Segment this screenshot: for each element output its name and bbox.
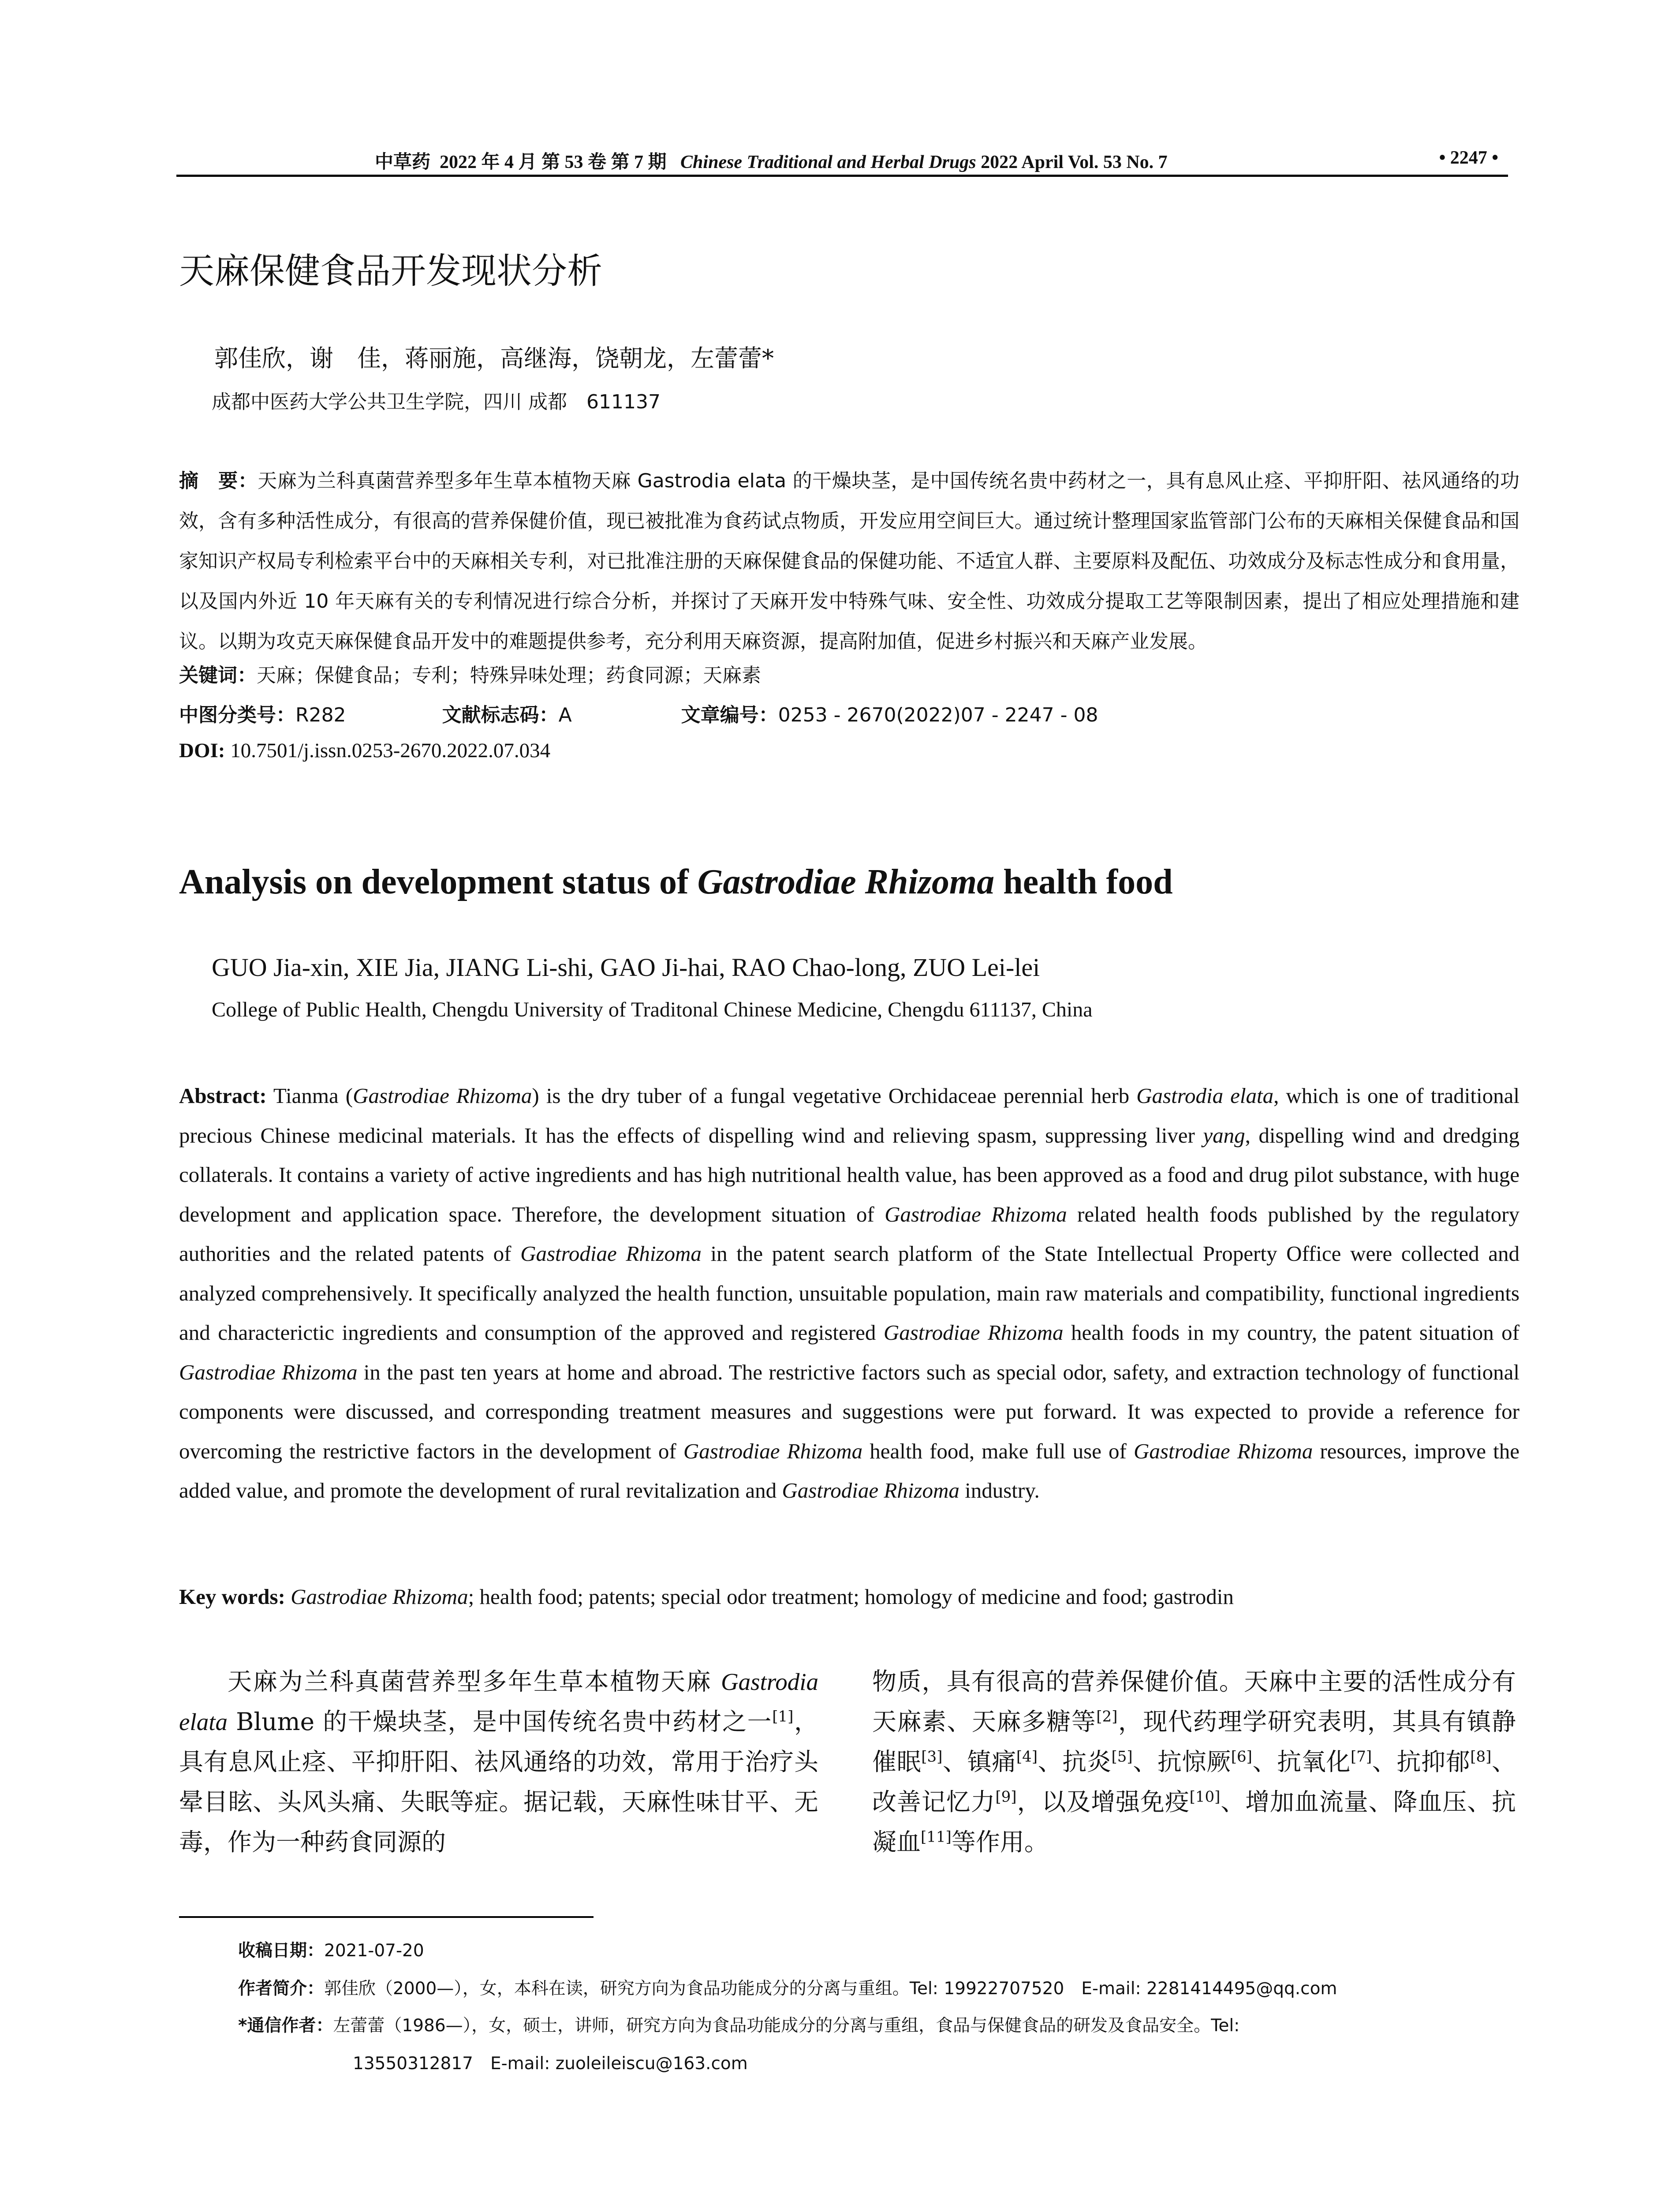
body-text: 、抗抑郁 <box>1372 1748 1471 1776</box>
article-no-label: 文章编号： <box>681 704 778 726</box>
abstract-cn-label: 摘 要： <box>179 470 258 492</box>
body-text: 、抗炎 <box>1038 1748 1112 1776</box>
body-text: ，现代药理学研究表明，其具有镇静催眠 <box>872 1708 1516 1776</box>
abstract-en-italic: Gastrodiae Rhizoma <box>179 1360 358 1384</box>
footnote-author <box>238 1975 1337 1999</box>
clc-label: 中图分类号： <box>179 704 295 726</box>
keywords-en <box>179 1584 1234 1609</box>
abstract-en-text: resources, improve the added value, and promote the development of rural revitalization and <box>179 1439 1519 1502</box>
footnote-divider <box>179 1916 594 1918</box>
abstract-en-label: Abstract: <box>179 1084 267 1108</box>
abstract-en-italic: Gastrodiae Rhizoma <box>883 1320 1064 1345</box>
species-name: Gastrodia elata <box>179 1668 818 1735</box>
authors-cn: 郭佳欣，谢 佳，蒋丽施，高继海，饶朝龙，左蕾蕾* <box>214 344 774 372</box>
abstract-en-italic: Gastrodiae Rhizoma <box>885 1202 1067 1226</box>
footnote-received <box>238 1937 424 1962</box>
abstract-en-italic: Gastrodiae Rhizoma <box>683 1439 863 1463</box>
doc-code-label: 文献标志码： <box>442 704 559 726</box>
classification-line <box>179 699 1098 727</box>
clc-value: R282 <box>295 704 346 726</box>
header-citation <box>375 147 1168 174</box>
affiliation-en: College of Public Health, Chengdu University of Traditonal Chinese Medicine, Chengdu 611137, China <box>212 998 1093 1021</box>
abstract-en-text: ) is the dry tuber of a fungal vegetative Orchidaceae perennial herb <box>532 1084 1137 1108</box>
title-en-part: Analysis on development status of <box>179 863 698 901</box>
abstract-en-text: industry. <box>959 1478 1040 1502</box>
abstract-en-text: Tianma ( <box>266 1084 353 1108</box>
article-no-value: 0253 - 2670(2022)07 - 2247 - 08 <box>778 704 1098 726</box>
keywords-cn-text: 天麻；保健食品；专利；特殊异味处理；药食同源；天麻素 <box>257 664 761 687</box>
body-text: Blume 的干燥块茎，是中国传统名贵中药材之一 <box>227 1708 773 1736</box>
body-text: 物质，具有很高的营养保健价值。天麻中主要的活性成分有天麻素、天麻多糖等 <box>872 1667 1516 1736</box>
body-column-right <box>872 1662 1516 1862</box>
footnote-corresponding <box>238 2012 1239 2037</box>
footnote-corresponding-contact: 13550312817 E-mail: zuoleileiscu@163.com <box>353 2054 748 2074</box>
abstract-en-italic: Gastrodiae Rhizoma <box>353 1084 532 1108</box>
citation-ref[interactable]: [9] <box>995 1788 1017 1806</box>
abstract-en-text: health food, make full use of <box>862 1439 1134 1463</box>
title-en-italic: Gastrodiae Rhizoma <box>697 863 995 901</box>
doi-line <box>179 739 550 762</box>
corresponding-label: *通信作者： <box>238 2016 333 2036</box>
article-title-en <box>179 862 1173 902</box>
body-text: 天麻为兰科真菌营养型多年生草本植物天麻 <box>228 1667 721 1696</box>
corresponding-bio: 左蕾蕾（1986—），女，硕士，讲师，研究方向为食品功能成分的分离与重组，食品与保健食品的研发及食品安全。Tel: <box>333 2016 1240 2036</box>
running-header <box>176 144 1508 177</box>
body-text: 、抗惊厥 <box>1132 1748 1231 1776</box>
body-column-left <box>179 1662 818 1862</box>
keywords-cn-label: 关键词： <box>179 664 257 687</box>
author-bio-label: 作者简介： <box>238 1979 325 1999</box>
abstract-en-text: related health foods published by the regulatory authorities and the related patents of <box>179 1202 1520 1266</box>
keywords-en-text: ; health food; patents; special odor treatment; homology of medicine and food; gastrodin <box>468 1585 1234 1609</box>
body-text: 、增加血流量、降血压、抗凝血 <box>872 1788 1516 1856</box>
citation-ref[interactable]: [5] <box>1111 1748 1133 1766</box>
citation-ref[interactable]: [4] <box>1016 1748 1038 1766</box>
citation-ref[interactable]: [1] <box>772 1708 794 1726</box>
citation-ref[interactable]: [11] <box>921 1828 952 1846</box>
issue-cn: 2022 年 4 月 第 53 卷 第 7 期 <box>440 152 667 172</box>
abstract-en-text: , which is one of traditional precious Chinese medicinal materials. It has the effects of dispelling wind and relieving spasm, suppressing liver <box>179 1084 1520 1147</box>
journal-name-en: Chinese Traditional and Herbal Drugs <box>680 152 976 172</box>
abstract-en-text: in the patent search platform of the State Intellectual Property Office were collected and analyzed comprehensively. It specifically analyzed the health function, unsuitable population, main raw materials and compatibility, functional ingredients and characterictic ingredients and consumption of the approved and registered <box>179 1241 1519 1345</box>
body-text: ，以及增强免疫 <box>1016 1788 1190 1816</box>
keywords-cn <box>179 659 761 688</box>
citation-ref[interactable]: [2] <box>1096 1708 1118 1726</box>
doc-code-value: A <box>558 704 572 726</box>
abstract-cn <box>179 461 1519 662</box>
page-number: • 2247 • <box>1439 148 1498 168</box>
body-text: 、抗氧化 <box>1252 1748 1351 1776</box>
body-text: ，具有息风止痉、平抑肝阳、祛风通络的功效，常用于治疗头晕目眩、头风头痛、失眠等症。据记载，天麻性味甘平、无毒，作为一种药食同源的 <box>179 1708 818 1856</box>
citation-ref[interactable]: [8] <box>1470 1748 1492 1766</box>
abstract-en-italic: Gastrodiae Rhizoma <box>782 1478 959 1502</box>
abstract-en-italic: Gastrodiae Rhizoma <box>1133 1439 1313 1463</box>
received-label: 收稿日期： <box>238 1941 325 1961</box>
abstract-en-text: , dispelling wind and dredging collaterals. It contains a variety of active ingredients and has high nutritional health value, has been approved as a food and drug pilot substance, with huge development and application space. Therefore, the development situation of <box>179 1123 1519 1226</box>
title-en-part: health food <box>994 863 1173 901</box>
keywords-en-italic: Gastrodiae Rhizoma <box>291 1585 468 1609</box>
journal-name-cn: 中草药 <box>375 152 431 172</box>
author-bio: 郭佳欣（2000—），女，本科在读，研究方向为食品功能成分的分离与重组。Tel: 19922707520 E-mail: 2281414495@qq.com <box>324 1979 1337 1999</box>
citation-ref[interactable]: [3] <box>921 1748 943 1766</box>
citation-ref[interactable]: [6] <box>1231 1748 1252 1766</box>
abstract-en-italic: Gastrodiae Rhizoma <box>520 1241 702 1266</box>
issue-en: 2022 April Vol. 53 No. 7 <box>981 152 1168 172</box>
abstract-en <box>179 1076 1519 1510</box>
affiliation-cn: 成都中医药大学公共卫生学院，四川 成都 611137 <box>212 391 661 413</box>
body-text: 等作用。 <box>951 1828 1049 1856</box>
doi-link[interactable]: 10.7501/j.issn.0253-2670.2022.07.034 <box>230 739 551 762</box>
abstract-cn-text: 天麻为兰科真菌营养型多年生草本植物天麻 Gastrodia elata 的干燥块茎，是中国传统名贵中药材之一，具有息风止痉、平抑肝阳、祛风通络的功效，含有多种活性成分，有很高的营养保健价值，现已被批准为食药试点物质，开发应用空间巨大。通过统计整理国家监管部门公布的天麻相关保健食品和国家知识产权局专利检索平台中的天麻相关专利，对已批准注册的天麻保健食品的保健功能、不适宜人群、主要原料及配伍、功效成分及标志性成分和食用量，以及国内外近 10 年天麻有关的专利情况进行综合分析，并探讨了天麻开发中特殊气味、安全性、功效成分提取工艺等限制因素，提出了相应处理措施和建议。以期为攻克天麻保健食品开发中的难题提供参考，充分利用天麻资源，提高附加值，促进乡村振兴和天麻产业发展。 <box>179 470 1520 653</box>
body-text: 、改善记忆力 <box>872 1748 1516 1816</box>
article-title-cn: 天麻保健食品开发现状分析 <box>179 250 602 292</box>
abstract-en-text: health foods in my country, the patent situation of <box>1063 1320 1519 1345</box>
abstract-en-text: in the past ten years at home and abroad. The restrictive factors such as special odor, safety, and extraction technology of functional components were discussed, and corresponding treatment measures and suggestions were put forward. It was expected to provide a reference for overcoming the restrictive factors in the development of <box>179 1360 1520 1463</box>
keywords-en-label: Key words: <box>179 1585 285 1609</box>
authors-en: GUO Jia-xin, XIE Jia, JIANG Li-shi, GAO Ji-hai, RAO Chao-long, ZUO Lei-lei <box>212 953 1040 982</box>
body-text: 、镇痛 <box>942 1748 1016 1776</box>
abstract-en-italic: yang <box>1203 1123 1245 1147</box>
citation-ref[interactable]: [7] <box>1350 1748 1372 1766</box>
doi-label: DOI: <box>179 739 225 762</box>
abstract-en-italic: Gastrodia elata <box>1136 1084 1274 1108</box>
citation-ref[interactable]: [10] <box>1189 1788 1221 1806</box>
received-date: 2021-07-20 <box>324 1941 424 1961</box>
